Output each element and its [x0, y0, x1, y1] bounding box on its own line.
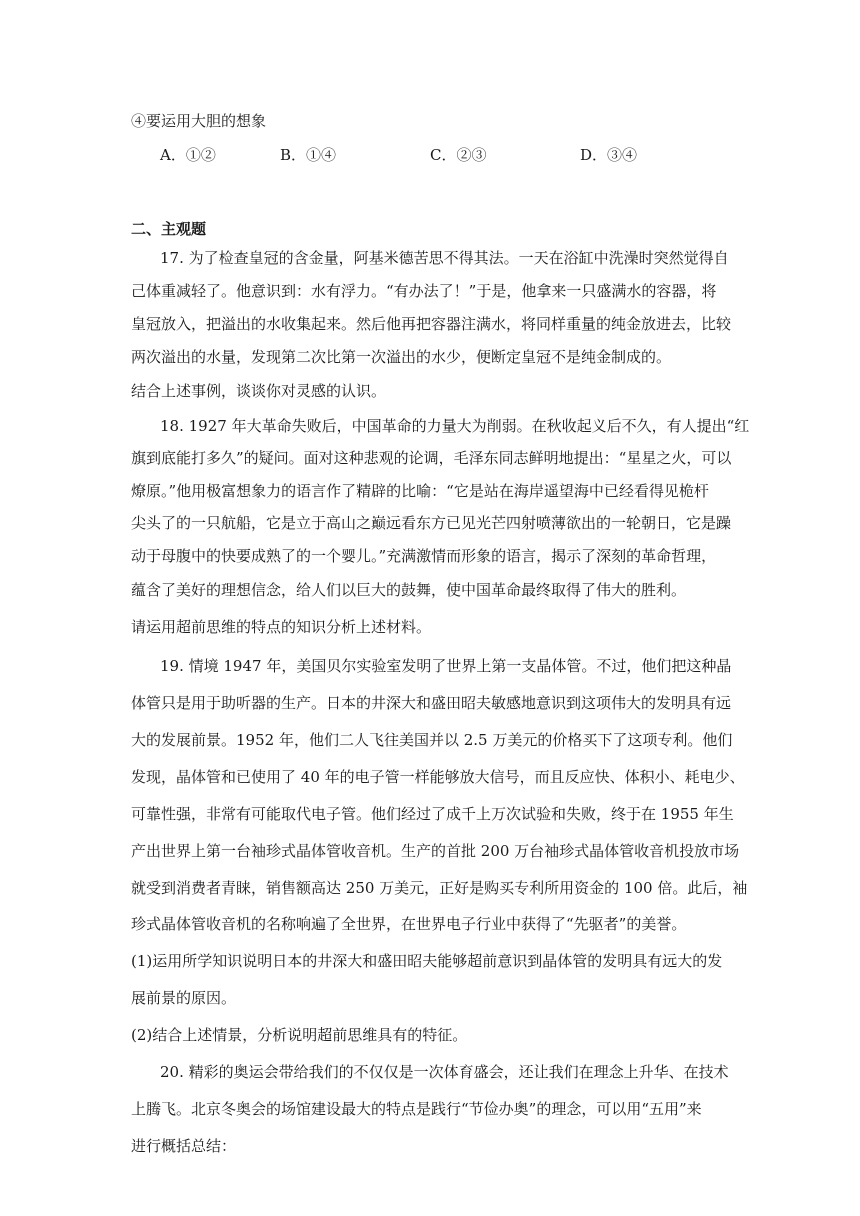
q19-sub-question-1-cont: 展前景的原因。 — [131, 989, 237, 1007]
q19-line: 就受到消费者青睐，销售额高达 250 万美元，正好是购买专利所用资金的 100 倍。此后，袖 — [131, 879, 748, 897]
q19-line: 发现，晶体管和已使用了 40 年的电子管一样能够放大信号，而且反应快、体积小、耗电少、 — [131, 768, 745, 786]
q19-line: 大的发展前景。1952 年，他们二人飞往美国并以 2.5 万美元的价格买下了这项专利。他们 — [131, 731, 733, 749]
option-d: D．③④ — [580, 146, 638, 164]
option-c: C．②③ — [430, 146, 487, 164]
q18-question: 请运用超前思维的特点的知识分析上述材料。 — [131, 618, 432, 636]
q19-line: 体管只是用于助听器的生产。日本的井深大和盛田昭夫敏感地意识到这项伟大的发明具有远 — [131, 694, 732, 712]
q20-line: 20. 精彩的奥运会带给我们的不仅仅是一次体育盛会，还让我们在理念上升华、在技术 — [160, 1063, 729, 1081]
q18-line: 尖头了的一只航船，它是立于高山之巅远看东方已见光芒四射喷薄欲出的一轮朝日，它是躁 — [131, 514, 732, 532]
section-title: 二、主观题 — [131, 220, 207, 238]
q18-line: 燎原。”他用极富想象力的语言作了精辟的比喻：“它是站在海岸遥望海中已经看得见桅杆 — [131, 482, 709, 500]
q19-line: 19. 情境 1947 年，美国贝尔实验室发明了世界上第一支晶体管。不过，他们把这种晶 — [160, 657, 732, 675]
q17-line: 17. 为了检查皇冠的含金量，阿基米德苦思不得其法。一天在浴缸中洗澡时突然觉得自 — [160, 249, 729, 267]
q19-line: 珍式晶体管收音机的名称响遍了全世界，在世界电子行业中获得了“先驱者”的美誉。 — [131, 915, 687, 933]
q19-line: 产出世界上第一台袖珍式晶体管收音机。生产的首批 200 万台袖珍式晶体管收音机投放市场 — [131, 842, 740, 860]
q18-line: 旗到底能打多久”的疑问。面对这种悲观的论调，毛泽东同志鲜明地提出：“星星之火，可以 — [131, 449, 732, 467]
q17-line: 两次溢出的水量，发现第二次比第一次溢出的水少，便断定皇冠不是纯金制成的。 — [131, 348, 672, 366]
q18-line: 动于母腹中的快要成熟了的一个婴儿。”充满激情而形象的语言，揭示了深刻的革命哲理， — [131, 547, 717, 565]
q20-line: 上腾飞。北京冬奥会的场馆建设最大的特点是践行“节俭办奥”的理念，可以用“五用”来 — [131, 1100, 702, 1118]
q16-item-4: ④要运用大胆的想象 — [131, 112, 267, 130]
q19-sub-question-1: (1)运用所学知识说明日本的井深大和盛田昭夫能够超前意识到晶体管的发明具有远大的发 — [131, 952, 723, 970]
q19-sub-question-2: (2)结合上述情景，分析说明超前思维具有的特征。 — [131, 1026, 468, 1044]
q20-line: 进行概括总结： — [131, 1137, 237, 1155]
option-a: A．①② — [160, 146, 216, 164]
q17-question: 结合上述事例，谈谈你对灵感的认识。 — [131, 382, 387, 400]
q18-line: 蕴含了美好的理想信念，给人们以巨大的鼓舞，使中国革命最终取得了伟大的胜利。 — [131, 581, 687, 599]
option-b: B．①④ — [280, 146, 337, 164]
q19-line: 可靠性强，非常有可能取代电子管。他们经过了成千上万次试验和失败，终于在 1955 年生 — [131, 805, 734, 823]
q17-line: 己体重减轻了。他意识到：水有浮力。“有办法了！”于是，他拿来一只盛满水的容器，将 — [131, 282, 717, 300]
q18-line: 18. 1927 年大革命失败后，中国革命的力量大为削弱。在秋收起义后不久，有人提出“红 — [160, 417, 750, 435]
q17-line: 皇冠放入，把溢出的水收集起来。然后他再把容器注满水，将同样重量的纯金放进去，比较 — [131, 315, 732, 333]
